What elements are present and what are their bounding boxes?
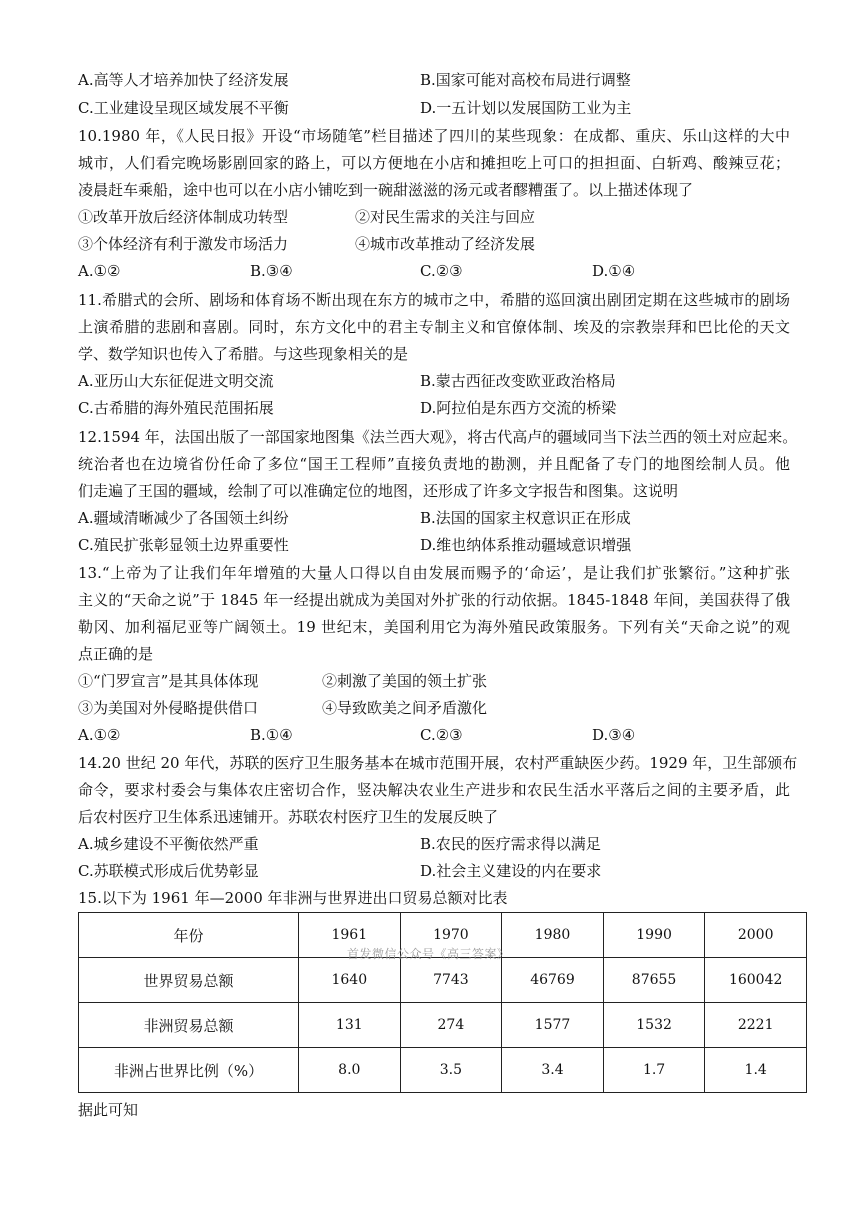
q11-option-c: C.古希腊的海外殖民范围拓展 xyxy=(78,399,274,417)
q10-option-d: D.①④ xyxy=(592,262,636,280)
table-year-cell: 1961 xyxy=(299,913,401,958)
q10-option-b: B.③④ xyxy=(250,262,293,280)
table-year-cell: 2000 xyxy=(705,913,807,958)
q9-option-b: B.国家可能对高校布局进行调整 xyxy=(420,71,631,89)
table-row-label: 世界贸易总额 xyxy=(79,958,299,1003)
q11-stem-line3: 学、数学知识也传入了希腊。与这些现象相关的是 xyxy=(78,345,409,363)
q13-stem-line4: 点正确的是 xyxy=(78,645,154,663)
table-cell: 46769 xyxy=(502,958,604,1003)
q12-option-c: C.殖民扩张彰显领土边界重要性 xyxy=(78,536,289,554)
table-cell: 1.4 xyxy=(705,1048,807,1093)
q10-option-a: A.①② xyxy=(78,262,121,280)
table-cell: 87655 xyxy=(603,958,705,1003)
q13-option-b: B.①④ xyxy=(250,726,293,744)
table-year-cell: 1970 xyxy=(400,913,502,958)
q10-statement-3: ③个体经济有利于激发市场活力 xyxy=(78,235,289,253)
table-row-label: 非洲占世界比例（%） xyxy=(79,1048,299,1093)
q13-statement-2: ②刺激了美国的领土扩张 xyxy=(322,672,488,690)
table-header-label: 年份 xyxy=(79,913,299,958)
q13-option-c: C.②③ xyxy=(420,726,463,744)
table-cell: 2221 xyxy=(705,1003,807,1048)
table-cell: 160042 xyxy=(705,958,807,1003)
table-cell: 1.7 xyxy=(603,1048,705,1093)
table-cell: 7743 xyxy=(400,958,502,1003)
q10-stem-line1: 10.1980 年，《人民日报》开设“市场随笔”栏目描述了四川的某些现象：在成都、重庆、乐山这样的大中 xyxy=(78,127,790,145)
q11-option-b: B.蒙古西征改变欧亚政治格局 xyxy=(420,372,616,390)
table-cell: 1640 xyxy=(299,958,401,1003)
q10-statement-4: ④城市改革推动了经济发展 xyxy=(355,235,536,253)
q9-option-d: D.一五计划以发展国防工业为主 xyxy=(420,99,632,117)
q13-option-a: A.①② xyxy=(78,726,121,744)
q9-option-c: C.工业建设呈现区域发展不平衡 xyxy=(78,99,289,117)
table-cell: 3.4 xyxy=(502,1048,604,1093)
q11-stem-line1: 11.希腊式的会所、剧场和体育场不断出现在东方的城市之中，希腊的巡回演出剧团定期在这些城市的剧场 xyxy=(78,291,790,309)
q12-option-d: D.维也纳体系推动疆域意识增强 xyxy=(420,536,632,554)
q13-statement-3: ③为美国对外侵略提供借口 xyxy=(78,699,259,717)
q9-option-a: A.高等人才培养加快了经济发展 xyxy=(78,71,289,89)
q13-statement-4: ④导致欧美之间矛盾激化 xyxy=(322,699,488,717)
table-cell: 3.5 xyxy=(400,1048,502,1093)
table-cell: 274 xyxy=(400,1003,502,1048)
table-row-ratio xyxy=(79,1048,807,1093)
q15-tail-text: 据此可知 xyxy=(78,1101,139,1119)
q14-option-a: A.城乡建设不平衡依然严重 xyxy=(78,835,259,853)
q10-statement-2: ②对民生需求的关注与回应 xyxy=(355,208,536,226)
q13-stem-line2: 主义的“天命之说”于 1845 年一经提出就成为美国对外扩张的行动依据。1845-1848 年间，美国获得了俄 xyxy=(78,591,790,609)
table-cell: 1577 xyxy=(502,1003,604,1048)
q11-option-a: A.亚历山大东征促进文明交流 xyxy=(78,372,274,390)
table-cell: 131 xyxy=(299,1003,401,1048)
q14-option-d: D.社会主义建设的内在要求 xyxy=(420,862,602,880)
trade-comparison-table xyxy=(78,912,807,1093)
q10-option-c: C.②③ xyxy=(420,262,463,280)
q13-statement-1: ①“门罗宣言”是其具体体现 xyxy=(78,672,259,690)
q13-stem-line3: 勒冈、加利福尼亚等广阔领土。19 世纪末，美国利用它为海外殖民政策服务。下列有关“天命之说”的观 xyxy=(78,618,790,636)
q12-stem-line1: 12.1594 年，法国出版了一部国家地图集《法兰西大观》，将古代高卢的疆域同当下法兰西的领土对应起来。 xyxy=(78,428,798,446)
q10-statement-1: ①改革开放后经济体制成功转型 xyxy=(78,208,289,226)
table-row-world xyxy=(79,958,807,1003)
q13-option-d: D.③④ xyxy=(592,726,636,744)
table-year-cell: 1980 xyxy=(502,913,604,958)
q12-stem-line3: 们走遍了王国的疆域，绘制了可以准确定位的地图，还形成了许多文字报告和图集。这说明 xyxy=(78,482,679,500)
watermark-text: 首发微信公众号《高三答案》 xyxy=(347,947,510,961)
table-year-cell: 1990 xyxy=(603,913,705,958)
q11-option-d: D.阿拉伯是东西方交流的桥梁 xyxy=(420,399,617,417)
q11-stem-line2: 上演希腊的悲剧和喜剧。同时，东方文化中的君主专制主义和官僚体制、埃及的宗教崇拜和巴比伦的天文 xyxy=(78,318,790,336)
table-cell: 1532 xyxy=(603,1003,705,1048)
q10-stem-line2: 城市，人们看完晚场影剧回家的路上，可以方便地在小店和摊担吃上可口的担担面、白斩鸡、酸辣豆花； xyxy=(78,154,790,172)
table-cell: 8.0 xyxy=(299,1048,401,1093)
q13-stem-line1: 13.“上帝为了让我们年年增殖的大量人口得以自由发展而赐予的‘命运’，是让我们扩张繁衍。”这种扩张 xyxy=(78,564,790,582)
q14-stem-line2: 命令，要求村委会与集体农庄密切合作，竖决解决农业生产进步和农民生活水平落后之间的主要矛盾，此 xyxy=(78,781,790,799)
table-row-label: 非洲贸易总额 xyxy=(79,1003,299,1048)
q12-stem-line2: 统治者也在边境省份任命了多位“国王工程师”直接负责地的勘测，并且配备了专门的地图绘制人员。他 xyxy=(78,455,790,473)
q15-stem: 15.以下为 1961 年—2000 年非洲与世界进出口贸易总额对比表 xyxy=(78,889,508,907)
q14-option-c: C.苏联模式形成后优势彰显 xyxy=(78,862,259,880)
table-row-africa xyxy=(79,1003,807,1048)
q12-option-a: A.疆域清晰减少了各国领土纠纷 xyxy=(78,509,289,527)
q14-stem-line1: 14.20 世纪 20 年代，苏联的医疗卫生服务基本在城市范围开展，农村严重缺医少药。1929 年，卫生部颁布 xyxy=(78,754,798,772)
q14-option-b: B.农民的医疗需求得以满足 xyxy=(420,835,601,853)
q10-stem-line3: 凌晨赶车乘船，途中也可以在小店小铺吃到一碗甜滋滋的汤元或者醪糟蛋了。以上描述体现了 xyxy=(78,181,694,199)
q14-stem-line3: 后农村医疗卫生体系迅速铺开。苏联农村医疗卫生的发展反映了 xyxy=(78,808,499,826)
q12-option-b: B.法国的国家主权意识正在形成 xyxy=(420,509,631,527)
